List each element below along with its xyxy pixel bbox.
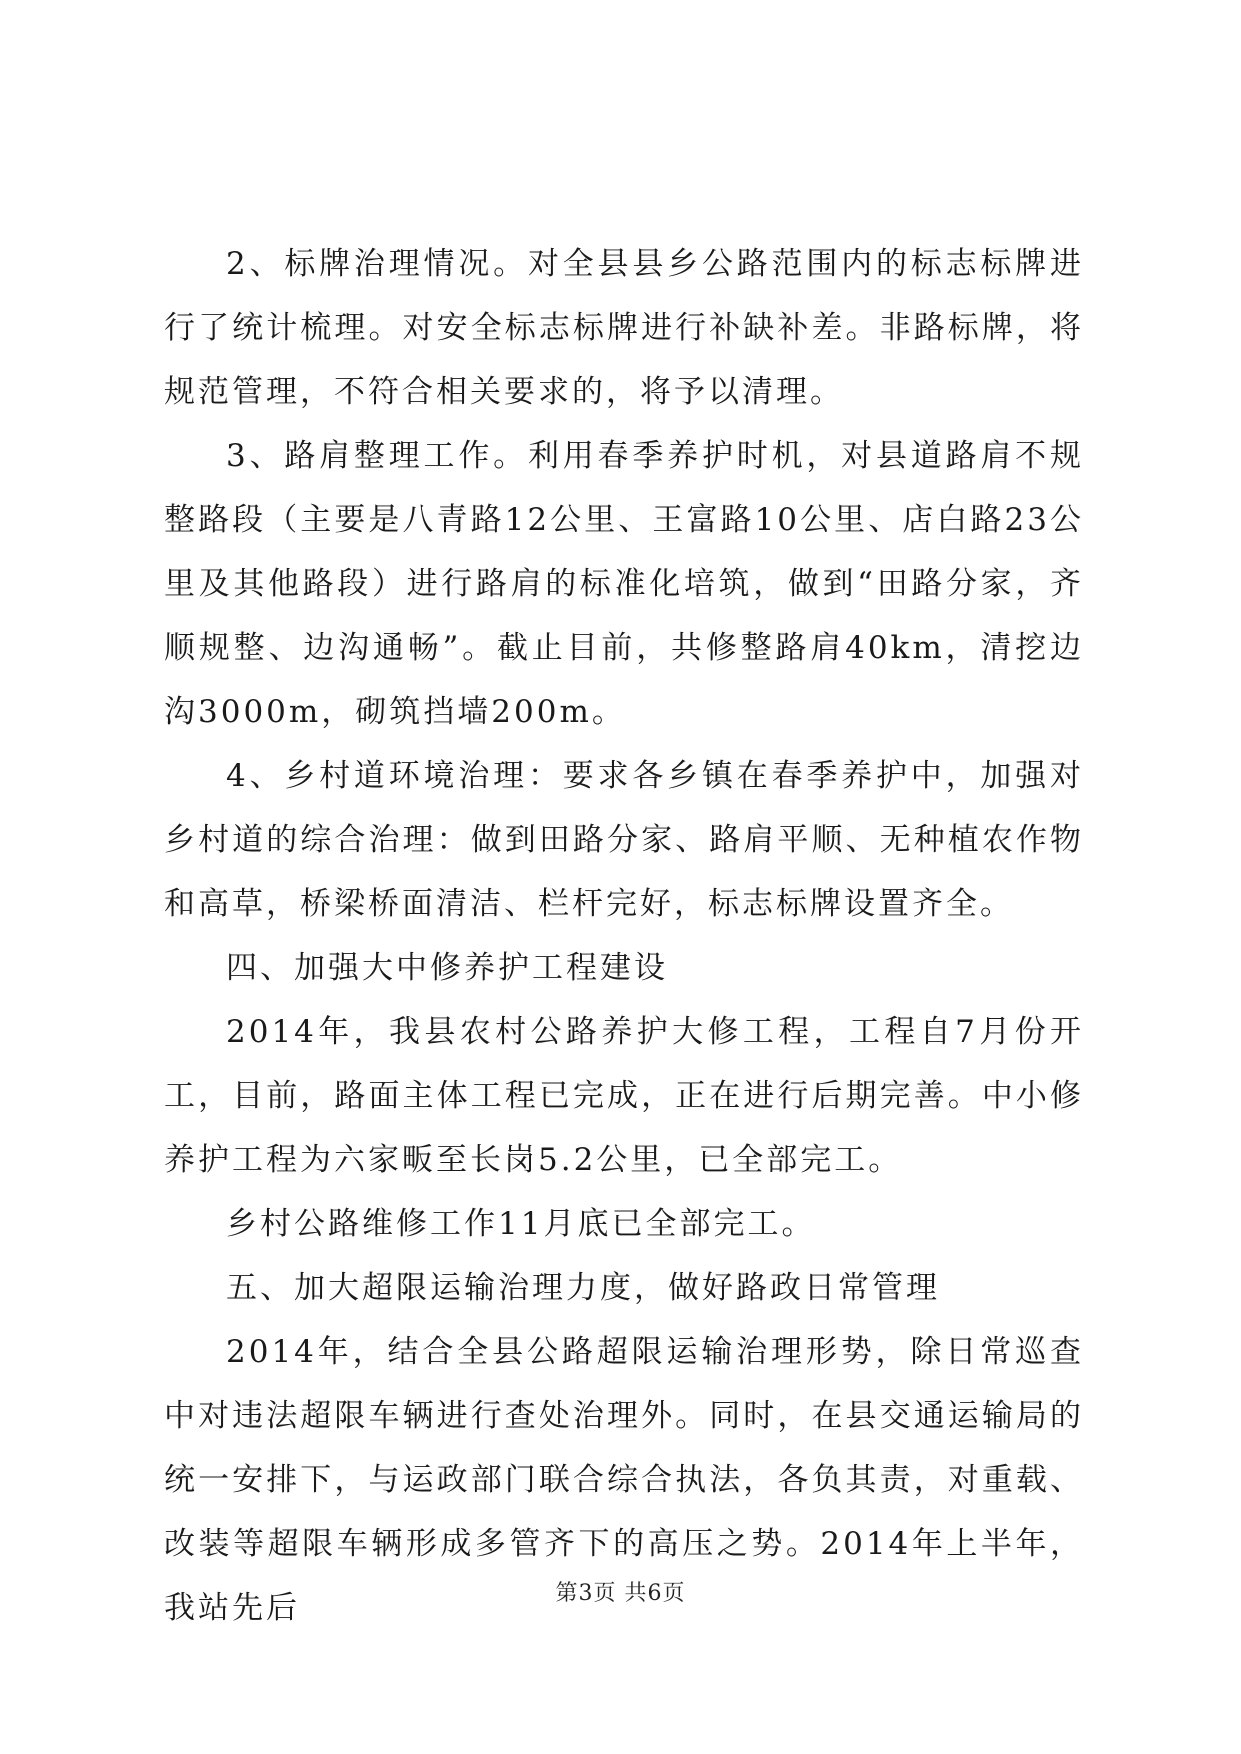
paragraph-village-road-repair: 乡村公路维修工作11月底已全部完工。 <box>226 1206 816 1242</box>
paragraph-village-road-environment: 4、乡村道环境治理：要求各乡镇在春季养护中，加强对乡村道的综合治理：做到田路分家、路肩平顺、无种植农作物和高草，桥梁桥面清洁、栏杆完好，标志标牌设置齐全。 <box>164 758 1084 922</box>
paragraph-road-shoulder-work: 3、路肩整理工作。利用春季养护时机，对县道路肩不规整路段（主要是八青路12公里、王富路10公里、店白路23公里及其他路段）进行路肩的标准化培筑，做到“田路分家，齐顺规整、边沟通畅”。截止目前，共修整路肩40km，清挖边沟3000m，砌筑挡墙200m。 <box>164 438 1084 730</box>
section-heading-four: 四、加强大中修养护工程建设 <box>226 950 668 986</box>
paragraph-signboard-management: 2、标牌治理情况。对全县县乡公路范围内的标志标牌进行了统计梳理。对安全标志标牌进行补缺补差。非路标牌，将规范管理，不符合相关要求的，将予以清理。 <box>164 246 1084 410</box>
paragraph-overload-control: 2014年，结合全县公路超限运输治理形势，除日常巡查中对违法超限车辆进行查处治理外。同时，在县交通运输局的统一安排下，与运政部门联合综合执法，各负其责，对重载、改装等超限车辆形成多管齐下的高压之势。2014年上半年，我站先后 <box>164 1334 1084 1626</box>
page-number-footer: 第3页 共6页 <box>555 1581 686 1606</box>
paragraph-major-repair-project: 2014年，我县农村公路养护大修工程，工程自7月份开工，目前，路面主体工程已完成，正在进行后期完善。中小修养护工程为六家畈至长岗5.2公里，已全部完工。 <box>164 1014 1084 1178</box>
document-body <box>164 232 1084 1640</box>
section-heading-five: 五、加大超限运输治理力度，做好路政日常管理 <box>226 1270 940 1306</box>
